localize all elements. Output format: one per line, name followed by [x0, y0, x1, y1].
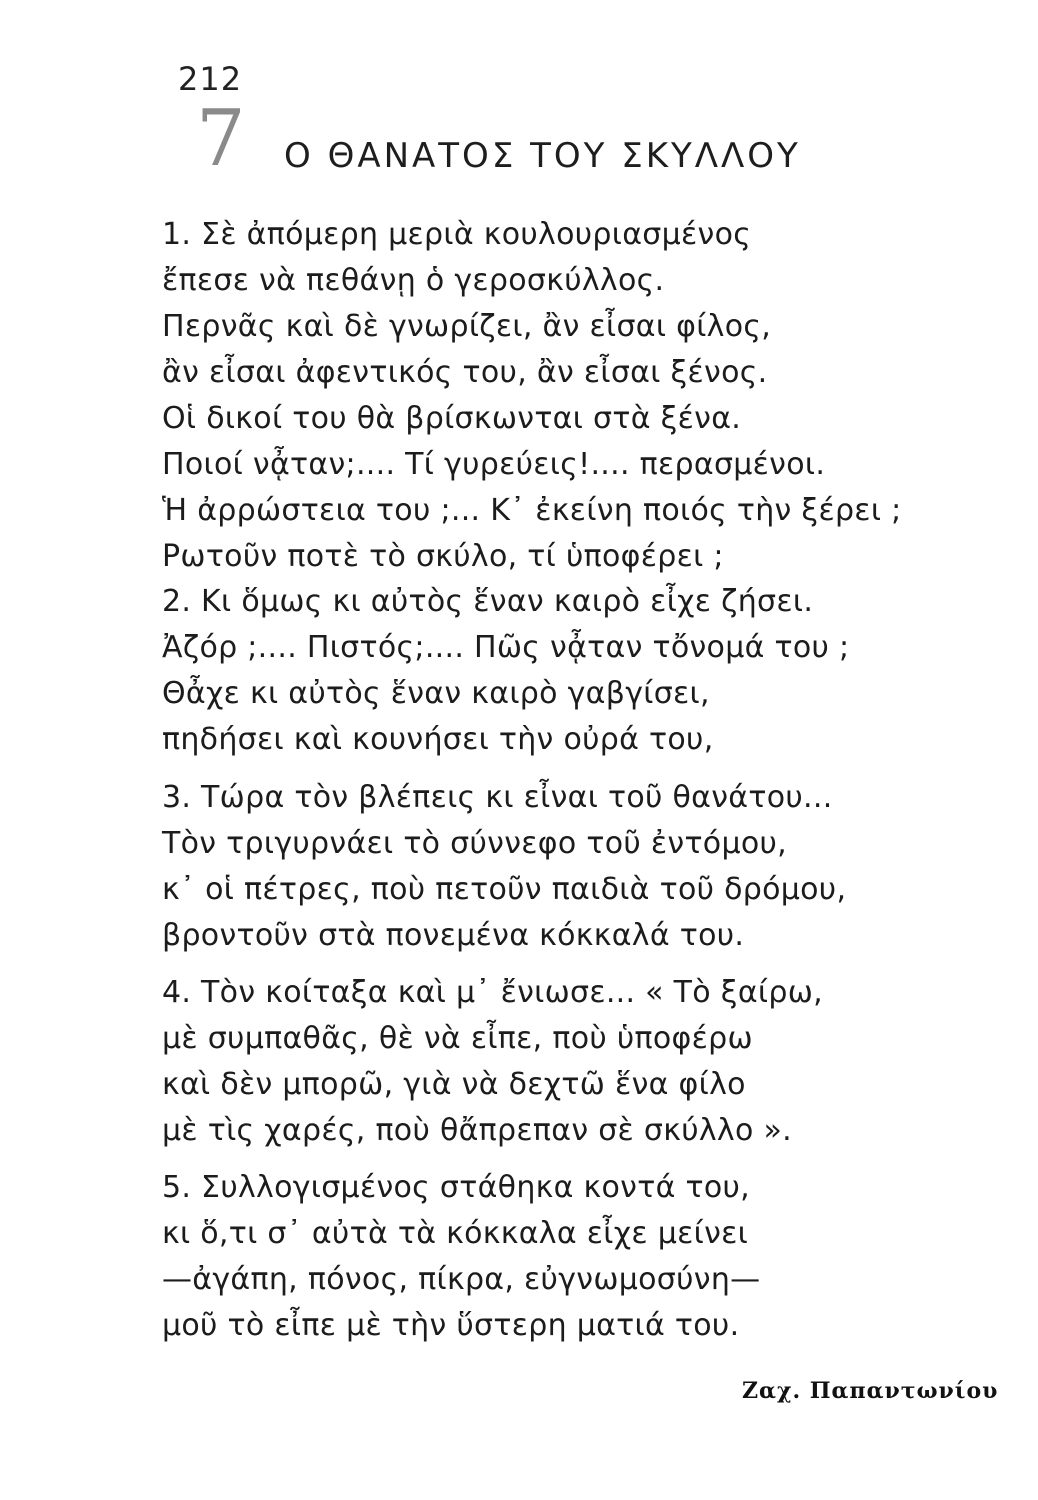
poem-line: καὶ δὲν μπορῶ, γιὰ νὰ δεχτῶ ἕνα φίλο: [162, 1067, 746, 1102]
poem-line: πηδήσει καὶ κουνήσει τὴν οὐρά του,: [162, 722, 714, 757]
poem-line: Ποιοί νᾆταν;.... Τί γυρεύεις!.... περασμένοι.: [162, 447, 826, 482]
author-signature: Ζαχ. Παπαντωνίου: [742, 1378, 999, 1404]
poem-title: Ο ΘΑΝΑΤΟΣ ΤΟΥ ΣΚΥΛΛΟΥ: [284, 136, 801, 176]
stanza-5: [162, 1165, 760, 1349]
poem-line: 4. Τὸν κοίταξα καὶ μ᾽ ἔνιωσε... « Τὸ ξαίρω,: [162, 975, 823, 1010]
poem-line: ἔπεσε νὰ πεθάνῃ ὁ γεροσκύλλος.: [162, 263, 665, 298]
poem-line: ἂν εἶσαι ἀφεντικός του, ἂν εἶσαι ξένος.: [162, 355, 768, 390]
poem-line: —ἀγάπη, πόνος, πίκρα, εὐγνωμοσύνη—: [162, 1262, 761, 1297]
page-number: 212: [178, 60, 243, 98]
poem-line: Τὸν τριγυρνάει τὸ σύννεφο τοῦ ἐντόμου,: [162, 826, 787, 861]
poem-line: Ἀζόρ ;.... Πιστός;.... Πῶς νᾆταν τὄνομά του ;: [162, 630, 850, 665]
handwritten-number-mark: 7: [196, 94, 246, 184]
poem-line: 1. Σὲ ἀπόμερη μεριὰ κουλουριασμένος: [162, 217, 752, 252]
poem-line: 5. Συλλογισμένος στάθηκα κοντά του,: [162, 1170, 750, 1205]
poem-line: Ἡ ἀρρώστεια του ;... Κ᾽ ἐκείνη ποιός τὴν ξέρει ;: [162, 493, 902, 528]
poem-line: μὲ συμπαθᾶς, θὲ νὰ εἶπε, ποὺ ὑποφέρω: [162, 1021, 753, 1056]
poem-line: μὲ τὶς χαρές, ποὺ θἄπρεπαν σὲ σκύλλο ».: [162, 1113, 792, 1148]
poem-line: 3. Τώρα τὸν βλέπεις κι εἶναι τοῦ θανάτου...: [162, 780, 833, 815]
poem-line: μοῦ τὸ εἶπε μὲ τὴν ὕστερη ματιά του.: [162, 1308, 740, 1343]
poem-line: Περνᾶς καὶ δὲ γνωρίζει, ἂν εἶσαι φίλος,: [162, 309, 772, 344]
stanza-4: [162, 970, 823, 1154]
poem-line: κι ὅ,τι σ᾽ αὐτὰ τὰ κόκκαλα εἶχε μείνει: [162, 1216, 749, 1251]
poem-line: βροντοῦν στὰ πονεμένα κόκκαλά του.: [162, 918, 745, 953]
stanza-1: [162, 212, 902, 580]
poem-line: Θἆχε κι αὐτὸς ἕναν καιρὸ γαβγίσει,: [162, 676, 710, 711]
poem-line: 2. Κι ὅμως κι αὐτὸς ἕναν καιρὸ εἶχε ζήσει.: [162, 584, 814, 619]
poem-line: κ᾽ οἱ πέτρες, ποὺ πετοῦν παιδιὰ τοῦ δρόμου,: [162, 872, 847, 907]
poem-line: Οἱ δικοί του θὰ βρίσκωνται στὰ ξένα.: [162, 401, 742, 436]
poem-line: Ρωτοῦν ποτὲ τὸ σκύλο, τί ὑποφέρει ;: [162, 539, 724, 574]
stanza-2: [162, 579, 849, 763]
stanza-3: [162, 775, 846, 959]
